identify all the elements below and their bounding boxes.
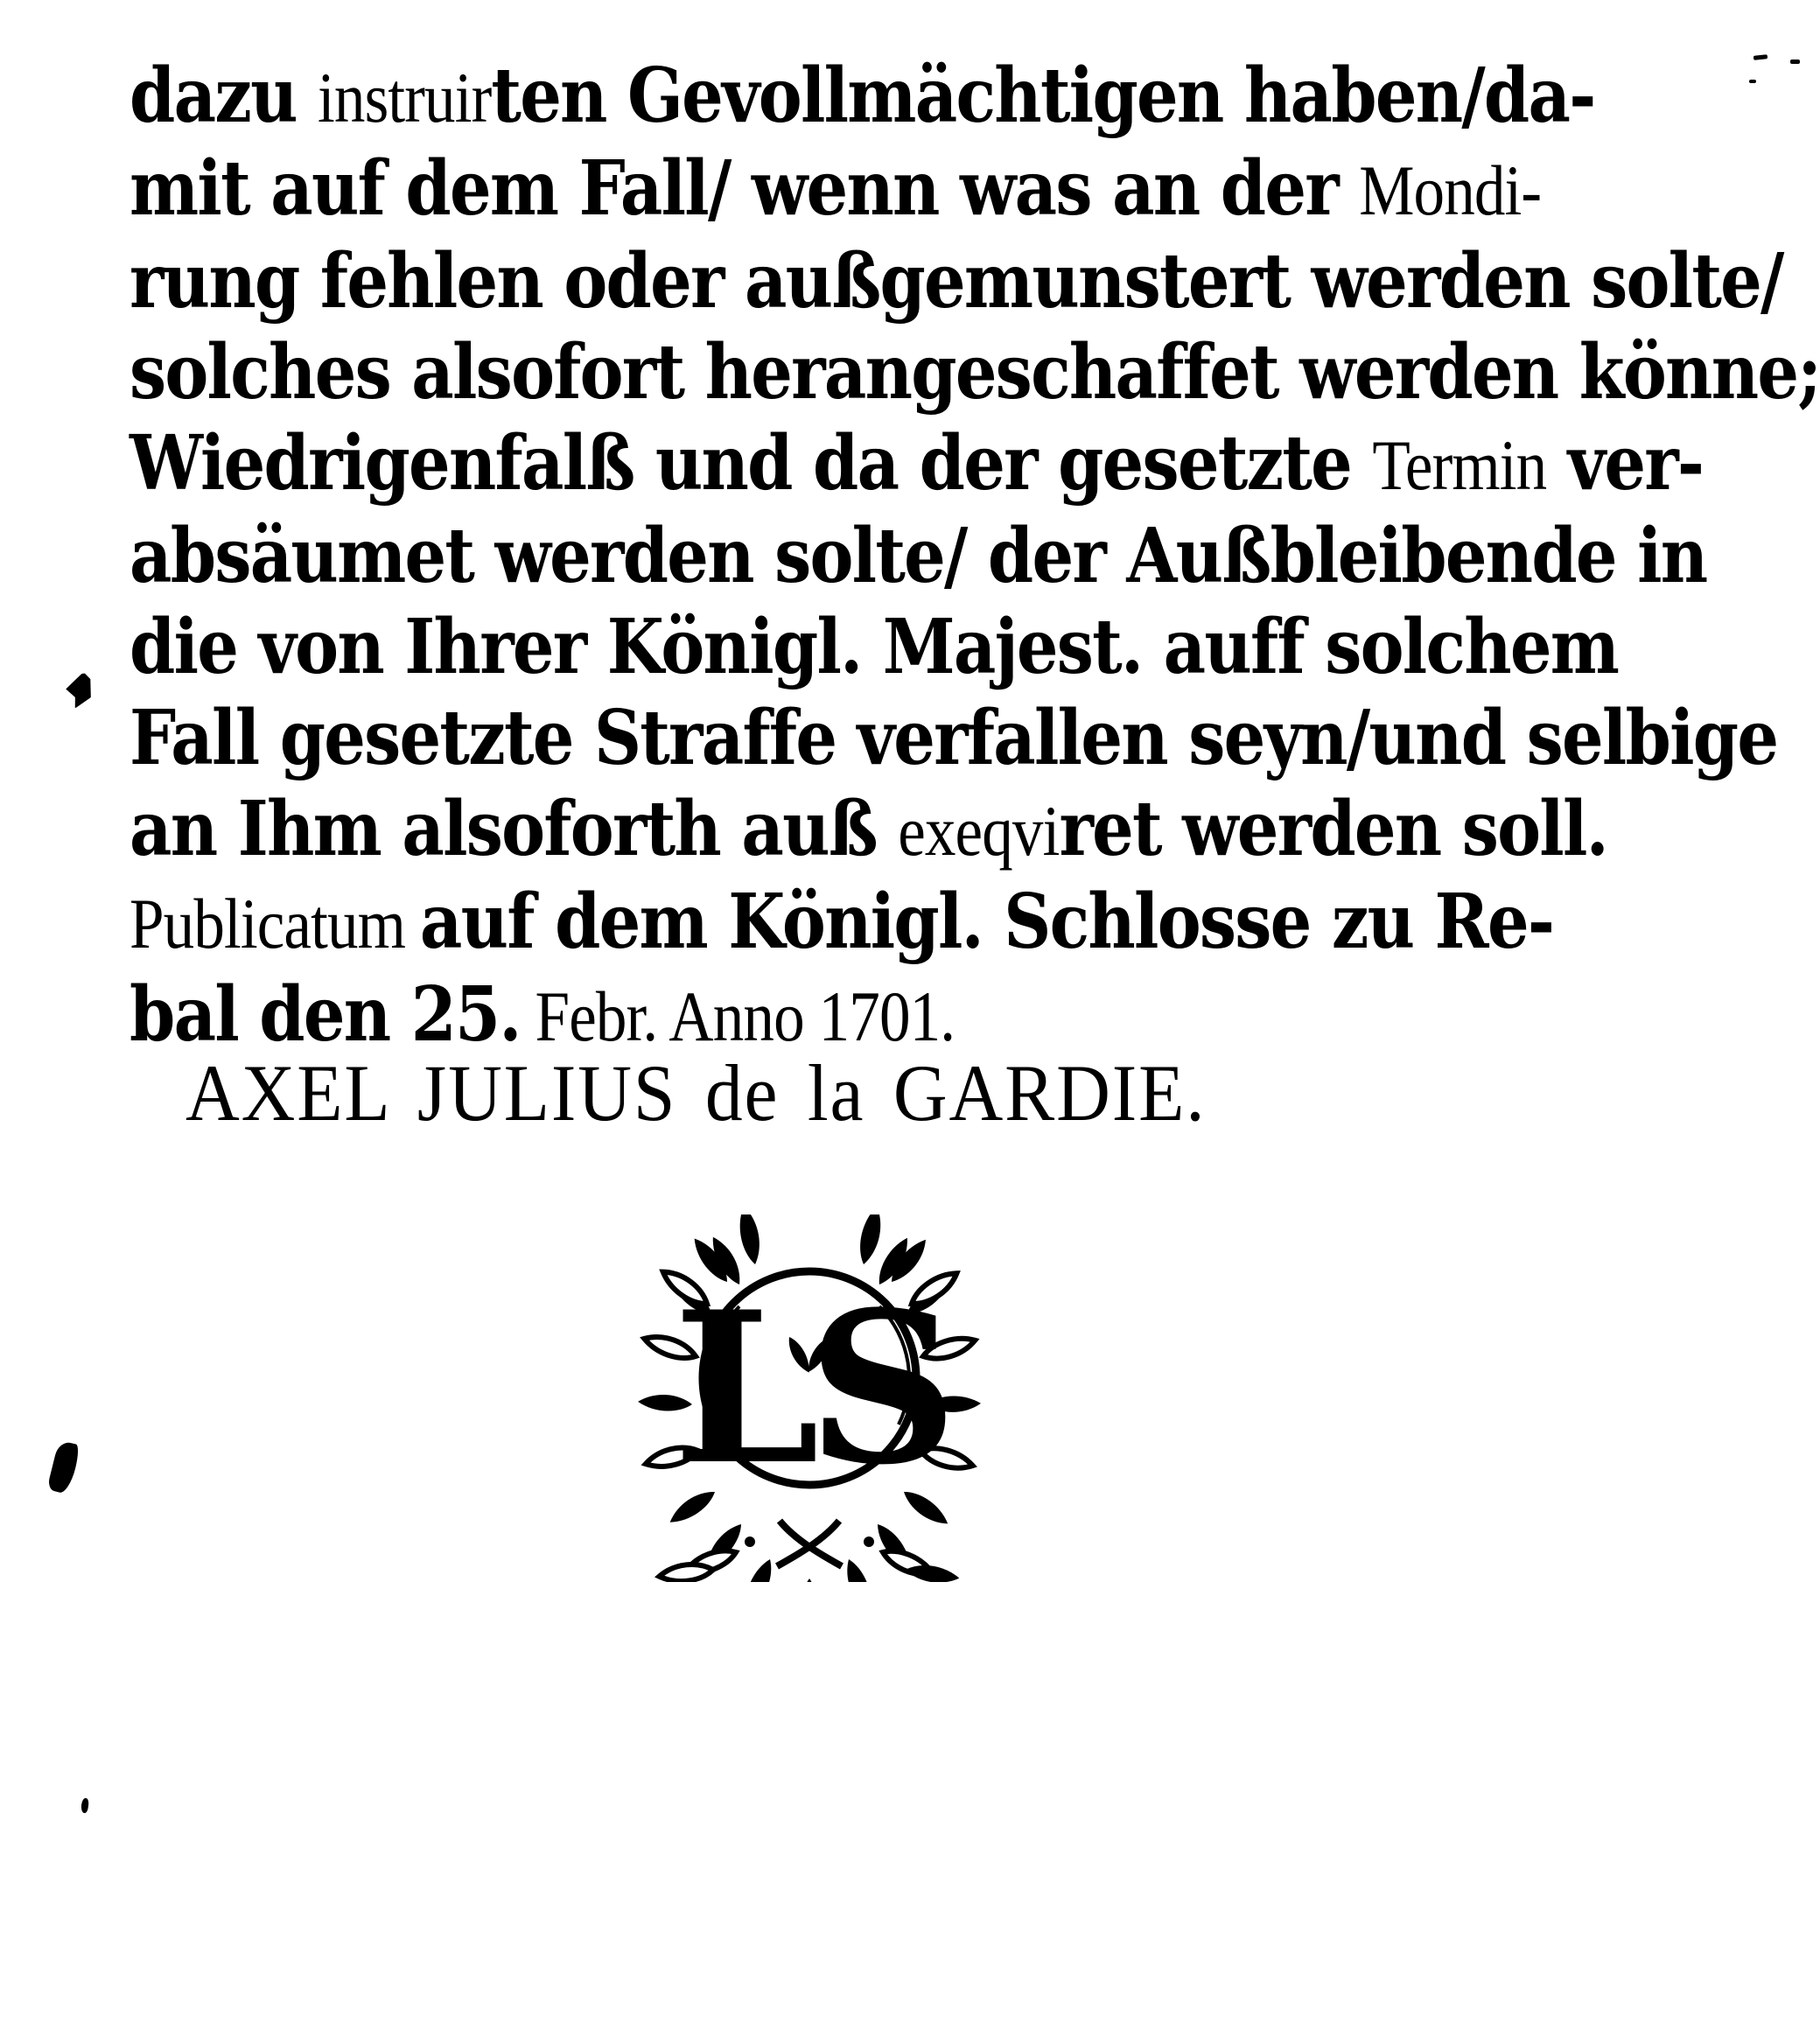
- text-line: [130, 144, 1820, 236]
- text-segment: Fall gesetzte Straffe verfallen seyn/und selbige: [130, 694, 1778, 782]
- text-line: [130, 877, 1820, 970]
- text-segment: ret werden soll.: [1059, 785, 1607, 873]
- text-segment: Termin: [1372, 425, 1547, 505]
- text-segment: Mondi-: [1359, 150, 1542, 230]
- text-segment: instruir: [318, 58, 492, 137]
- signature-line: AXEL JULIUS de la GARDIE.: [186, 1048, 1207, 1138]
- text-segment: Wiedrigenfalß und da der gesetzte: [130, 419, 1373, 508]
- text-line: [130, 418, 1820, 511]
- text-line: [130, 784, 1820, 877]
- ink-speck: [1749, 80, 1756, 83]
- text-segment: die von Ihrer Königl. Majest. auff solchem: [130, 603, 1619, 691]
- ink-blot: [60, 668, 99, 713]
- ink-blot: [80, 1798, 89, 1814]
- text-segment: Febr. Anno 1701.: [520, 976, 956, 1056]
- text-line: [130, 236, 1820, 327]
- ink-blot: [46, 1440, 80, 1495]
- text-line: [130, 327, 1820, 418]
- text-segment: bal den 25.: [130, 970, 521, 1059]
- text-segment: mit auf dem Fall/ wenn was an der: [130, 144, 1360, 233]
- text-line: [130, 602, 1820, 693]
- text-segment: an Ihm alsoforth auß: [130, 785, 899, 873]
- text-segment: auf dem Königl. Schlosse zu Re-: [419, 878, 1554, 966]
- text-line: [130, 51, 1820, 144]
- text-segment: rung fehlen oder außgemunstert werden solte/: [130, 237, 1783, 326]
- text-segment: ver-: [1546, 419, 1704, 508]
- text-segment: absäumet werden solte/ der Außbleibende in: [130, 512, 1707, 600]
- text-segment: ten Gevollmächtigen haben/da-: [491, 52, 1595, 140]
- text-segment: exeqvi: [898, 791, 1060, 871]
- text-line: [130, 511, 1820, 602]
- ink-speck: [1790, 60, 1800, 64]
- text-segment: solches alsofort herangeschaffet werden könne;: [130, 328, 1820, 416]
- text-block: [130, 51, 1820, 1062]
- seal-monogram: LS: [673, 1267, 946, 1511]
- text-segment: dazu: [130, 52, 318, 140]
- text-line: [130, 693, 1820, 784]
- laurel-wreath-seal-icon: [606, 1214, 1013, 1582]
- text-segment: Publicatum: [130, 884, 420, 963]
